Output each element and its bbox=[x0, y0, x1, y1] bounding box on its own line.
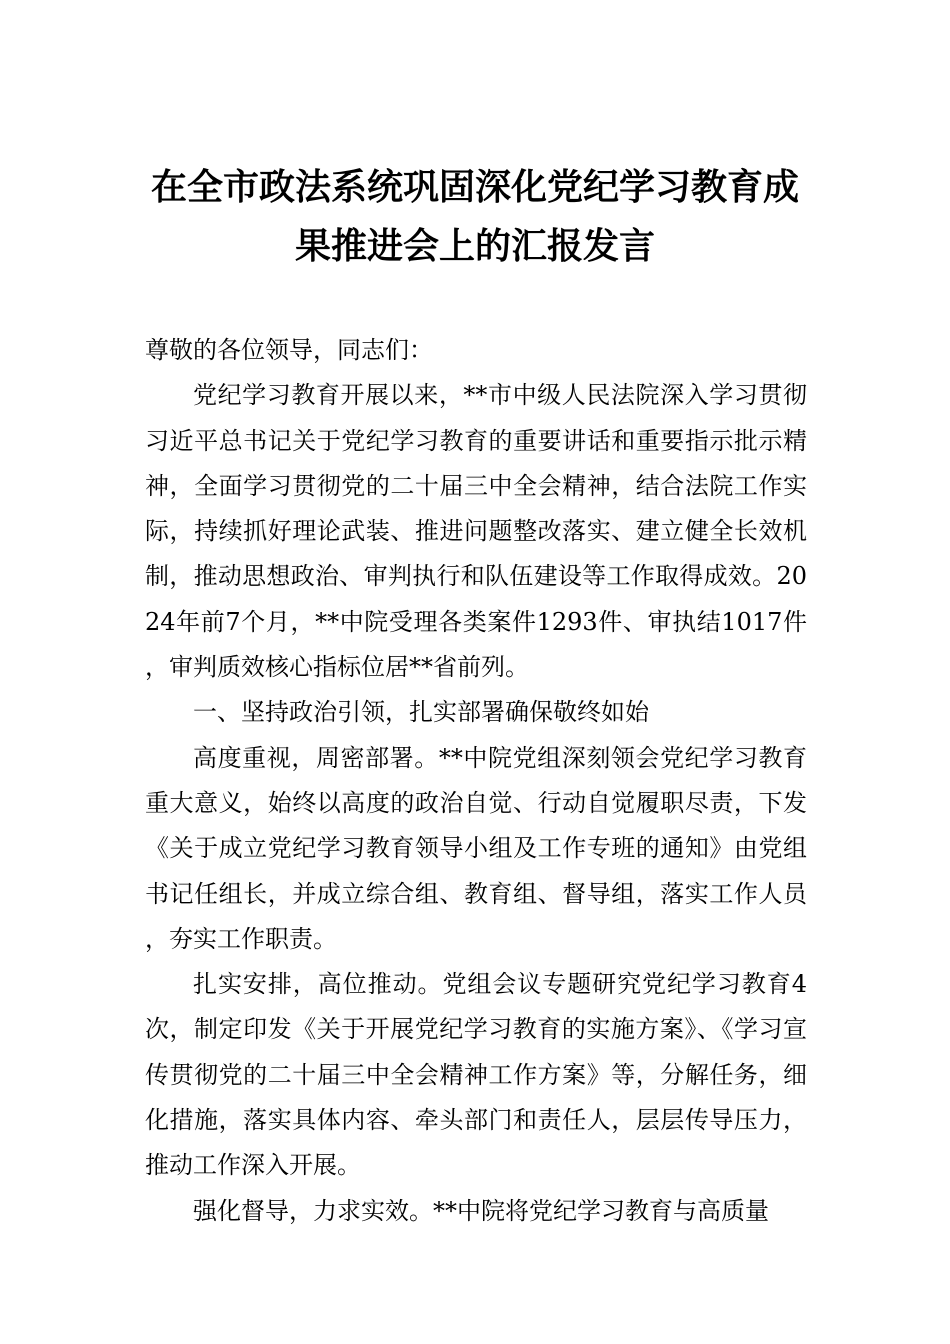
document-title: 在全市政法系统巩固深化党纪学习教育成果推进会上的汇报发言 bbox=[150, 166, 799, 267]
body-paragraph-intro: 党纪学习教育开展以来，**市中级人民法院深入学习贯彻习近平总书记关于党纪学习教育的重要讲话和重要指示批示精神，全面学习贯彻党的二十届三中全会精神，结合法院工作实际，持续抓好理论武装、推进问题整改落实、建立健全长效机制，推动思想政治、审判执行和队伍建设等工作取得成效。2024年前7个月，**中院受理各类案件1293件、审执结1017件，审判质效核心指标位居**省前列。 bbox=[145, 381, 807, 682]
section-heading-1: 一、坚持政治引领，扎实部署确保敬终如始 bbox=[193, 698, 649, 727]
body-paragraph-arrangement: 扎实安排，高位推动。党组会议专题研究党纪学习教育4次，制定印发《关于开展党纪学习教育的实施方案》、《学习宣传贯彻党的二十届三中全会精神工作方案》等，分解任务，细化措施，落实具体内容、牵头部门和责任人，层层传导压力，推动工作深入开展。 bbox=[145, 970, 807, 1180]
body-paragraph-supervision: 强化督导，力求实效。**中院将党纪学习教育与高质量 bbox=[193, 1196, 769, 1225]
document-body bbox=[145, 328, 807, 1234]
salutation: 尊敬的各位领导，同志们： bbox=[145, 336, 433, 364]
body-paragraph-deployment: 高度重视，周密部署。**中院党组深刻领会党纪学习教育重大意义，始终以高度的政治自觉、行动自觉履职尽责，下发《关于成立党纪学习教育领导小组及工作专班的通知》由党组书记任组长，并成立综合组、教育组、督导组，落实工作人员，夯实工作职责。 bbox=[145, 743, 807, 953]
